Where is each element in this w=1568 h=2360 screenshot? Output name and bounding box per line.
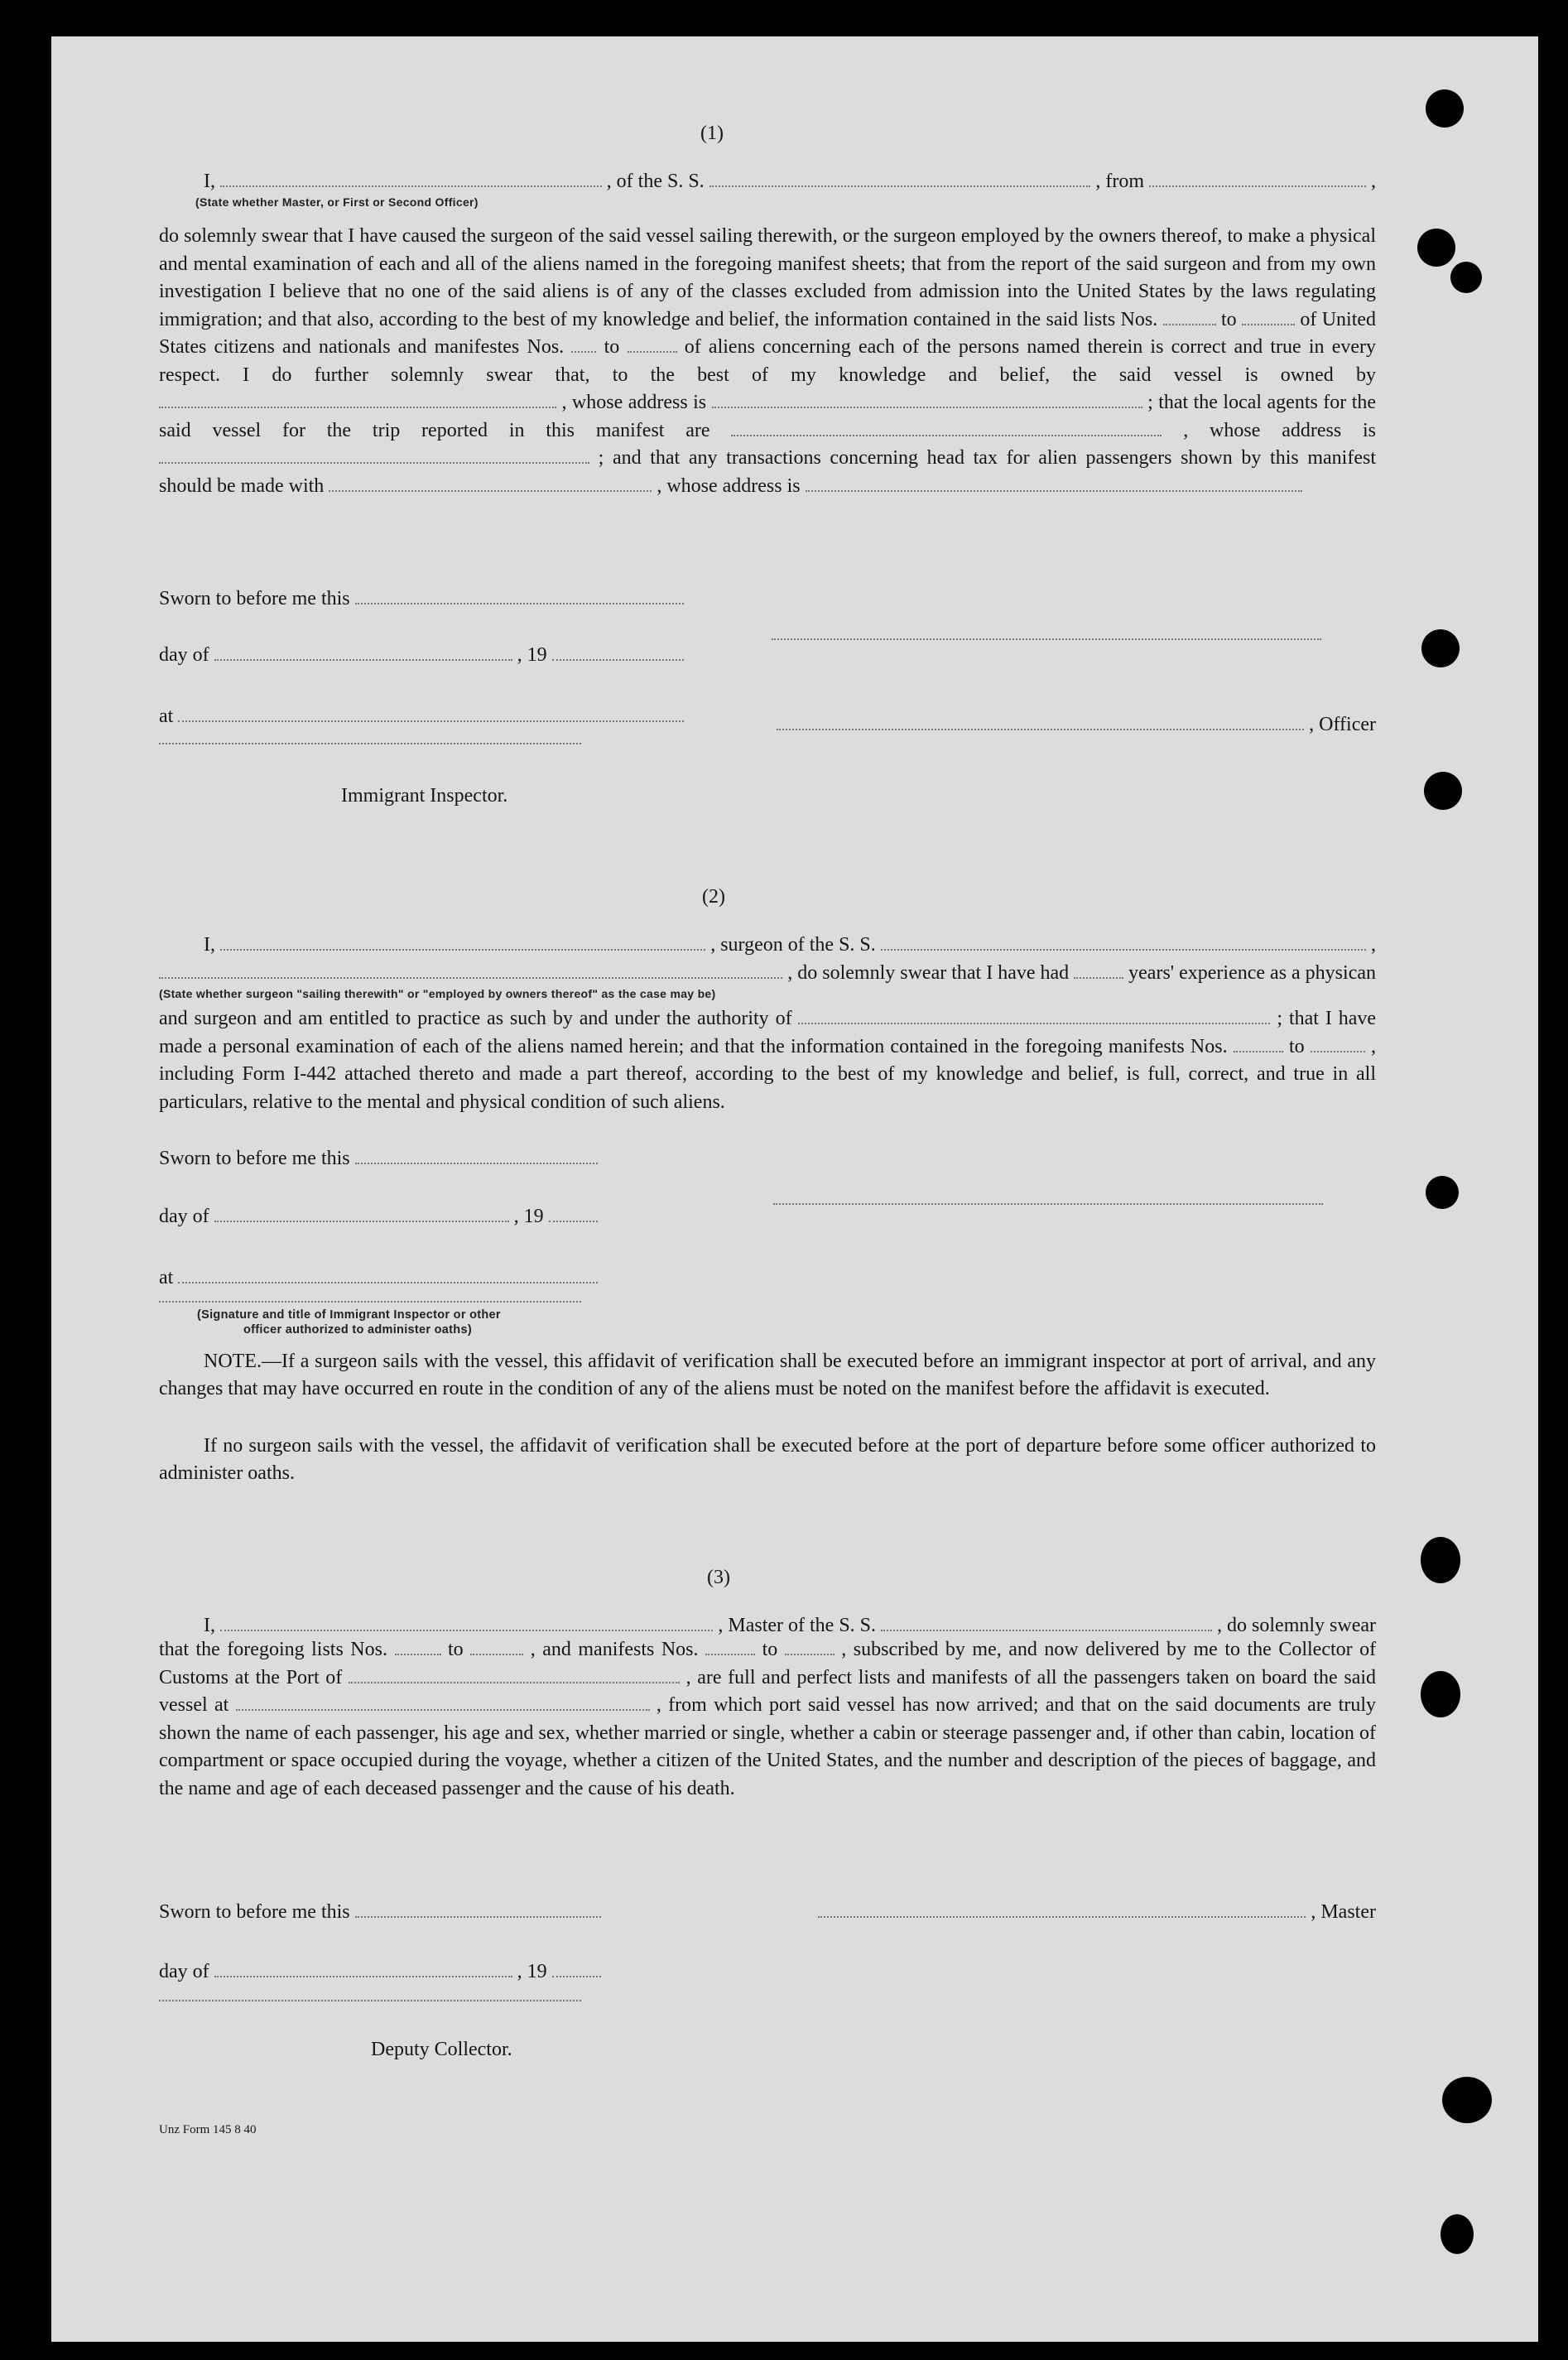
section-2-place-field[interactable] <box>178 1281 598 1284</box>
section-1-at-line: at <box>159 706 689 728</box>
surgeon-signature-field[interactable] <box>773 1202 1323 1205</box>
surgeon-status-note: (State whether surgeon "sailing therewith" or "employed by owners thereof" as the case may be) <box>159 987 716 1000</box>
signature-title-note-line-2: officer authorized to administer oaths) <box>243 1323 472 1337</box>
section-1-day-field[interactable] <box>214 658 512 661</box>
section-3-sworn-line: Sworn to before me this <box>159 1901 606 1924</box>
punch-hole <box>1421 1537 1460 1583</box>
section-1-from-end: , <box>1371 171 1377 192</box>
section-2-opening-line: I, , surgeon of the S. S. , <box>204 934 1376 956</box>
punch-hole <box>1450 262 1482 293</box>
section-3-manifests-from-field[interactable] <box>705 1653 755 1655</box>
section-2-sworn-date-field[interactable] <box>355 1162 598 1164</box>
section-2-day-line: day of , 19 <box>159 1206 603 1228</box>
section-2-affidavit-text: and surgeon and am entitled to practice as such by and under the authority of ; that I have made a personal examination of each of the aliens named herein; and that the information contained in the foregoing manifests Nos. to , including Form I-442 attached thereto and made a part thereof, according to the best of my knowledge and belief, is full, correct, and true in all particulars, relative to the mental and physical condition of such aliens. <box>159 1008 1377 1113</box>
section-3-lists-to-field[interactable] <box>470 1653 523 1655</box>
years-experience-field[interactable] <box>1074 976 1123 979</box>
head-tax-address-field[interactable] <box>806 489 1302 492</box>
section-3-affidavit-text: that the foregoing lists Nos. to , and manifests Nos. to , subscribed by me, and now delivered by me to the Collector of Customs at the Port of , are full and perfect lists and manifests of all the passengers taken on board the said vessel at , from which port said vessel has now arrived; and that on the said documents are truly shown the name of each passenger, his age and sex, whether married or single, whether a cabin or steerage passenger and, if other than cabin, location of compartment or space occupied during the voyage, whether a citizen of the United States, and the number and description of the pieces of baggage, and the name and age of each deceased passenger and the cause of his death. <box>159 1639 1377 1799</box>
port-of-embarkation-field[interactable] <box>236 1708 650 1711</box>
deputy-collector-signature-field[interactable] <box>159 1999 581 2001</box>
section-1-sworn-date-field[interactable] <box>355 602 684 604</box>
surgeon-name-field[interactable] <box>220 948 705 951</box>
section-3-master-line: , Master <box>813 1901 1376 1924</box>
section-1-from-label: , from <box>1095 171 1145 192</box>
punch-hole <box>1417 229 1455 267</box>
punch-hole <box>1421 1671 1460 1717</box>
punch-hole <box>1424 772 1462 810</box>
section-3-sworn-date-field[interactable] <box>355 1915 601 1918</box>
section-3-manifests-to-field[interactable] <box>785 1653 835 1655</box>
section-2-year-field[interactable] <box>549 1220 598 1222</box>
section-3-day-line: day of , 19 <box>159 1961 606 1983</box>
officer-name-field[interactable] <box>220 185 602 187</box>
section-3-opening-line: I, , Master of the S. S. , do solemnly swear <box>204 1615 1376 1636</box>
section-3-day-field[interactable] <box>214 1975 512 1977</box>
section-2-experience-line: , do solemnly swear that I have had years' experience as a physican <box>159 962 1376 985</box>
agents-address-field[interactable] <box>159 461 589 464</box>
section-2-inspector-signature-field[interactable] <box>159 1300 581 1303</box>
section-2-at-line: at <box>159 1267 603 1289</box>
vessel-name-field[interactable] <box>709 185 1091 187</box>
inspector-signature-field[interactable] <box>159 742 581 744</box>
punch-hole <box>1426 1176 1459 1209</box>
punch-hole <box>1442 2077 1492 2123</box>
deputy-collector-label: Deputy Collector. <box>371 2039 512 2060</box>
section-3-number: (3) <box>707 1567 730 1588</box>
head-tax-contact-field[interactable] <box>329 489 652 492</box>
section-3-vessel-field[interactable] <box>881 1629 1212 1631</box>
section-2-number: (2) <box>702 886 725 908</box>
local-agents-field[interactable] <box>731 434 1162 436</box>
port-of-arrival-field[interactable] <box>349 1681 680 1683</box>
punch-hole <box>1426 89 1464 128</box>
note-no-surgeon: If no surgeon sails with the vessel, the affidavit of verification shall be executed before at the port of departure before some officer authorized to administer oaths. <box>159 1435 1376 1484</box>
section-1-officer-signature-field[interactable] <box>777 728 1304 730</box>
citizen-list-from-field[interactable] <box>1163 323 1216 325</box>
form-sheet <box>51 36 1538 2342</box>
owner-address-field[interactable] <box>712 406 1142 408</box>
form-number: Unz Form 145 8 40 <box>159 2123 257 2136</box>
section-3-year-field[interactable] <box>552 1975 601 1977</box>
section-1-officer-line: , Officer <box>772 714 1376 736</box>
section-1-day-line: day of , 19 <box>159 644 689 667</box>
surgeon-status-field[interactable] <box>159 976 782 979</box>
section-1-opening-line <box>159 171 1376 193</box>
section-1-affidavit-text: do solemnly swear that I have caused the surgeon of the said vessel sailing therewith, or the surgeon employed by the owners thereof, to make a physical and mental examination of each and all of the aliens named in the foregoing manifest sheets; that from the report of the said surgeon and from my own investigation I believe that no one of the said aliens is of any of the classes excluded from admission into the United States by the laws regulating immigration; and that also, according to the best of my knowledge and belief, the information contained in the said lists Nos. to of United States citizens and nationals and manifestes Nos. to of aliens concerning each of the persons named therein is correct and true in every respect. I do further solemnly swear that, to the best of my knowledge and belief, the said vessel is owned by , whose address is ; that the local agents for the said vessel for the trip reported in this manifest are , whose address is ; and that any transactions concerning head tax for alien passengers shown by this manifest should be made with , whose address is <box>159 225 1377 497</box>
section-1-sworn-line: Sworn to before me this <box>159 588 689 610</box>
section-2-sworn-line: Sworn to before me this <box>159 1148 603 1170</box>
section-1-year-field[interactable] <box>552 658 684 661</box>
punch-hole <box>1441 2214 1474 2254</box>
section-2-vessel-field[interactable] <box>881 948 1366 951</box>
manifest-nos-from-field[interactable] <box>571 350 596 353</box>
section-1-number: (1) <box>700 123 724 144</box>
section-1-place-field[interactable] <box>178 720 684 722</box>
manifest-nos-to-field[interactable] <box>628 350 677 353</box>
master-signature-field[interactable] <box>818 1915 1306 1918</box>
departure-port-field[interactable] <box>1149 185 1366 187</box>
punch-hole <box>1421 629 1460 667</box>
section-1-intro: I, <box>204 171 215 192</box>
officer-rank-note: (State whether Master, or First or Second Officer) <box>195 195 479 209</box>
master-name-field[interactable] <box>220 1629 713 1631</box>
section-1-master-signature-field[interactable] <box>772 638 1321 640</box>
authority-field[interactable] <box>798 1022 1270 1024</box>
vessel-owner-field[interactable] <box>159 406 556 408</box>
citizen-list-to-field[interactable] <box>1242 323 1295 325</box>
section-2-day-field[interactable] <box>214 1220 509 1222</box>
section-3-lists-from-field[interactable] <box>395 1653 441 1655</box>
note-surgeon-sails: NOTE.—If a surgeon sails with the vessel, this affidavit of verification shall be executed before an immigrant inspector at port of arrival, and any changes that may have occurred en route in the condition of any of the aliens must be noted on the manifest before the affidavit is executed. <box>159 1351 1376 1399</box>
section-2-manifest-from-field[interactable] <box>1234 1050 1283 1052</box>
section-2-manifest-to-field[interactable] <box>1311 1050 1365 1052</box>
signature-title-note-line-1: (Signature and title of Immigrant Inspector or other <box>197 1308 501 1322</box>
immigrant-inspector-label: Immigrant Inspector. <box>341 785 508 807</box>
section-1-of-ss-label: , of the S. S. <box>606 171 705 192</box>
